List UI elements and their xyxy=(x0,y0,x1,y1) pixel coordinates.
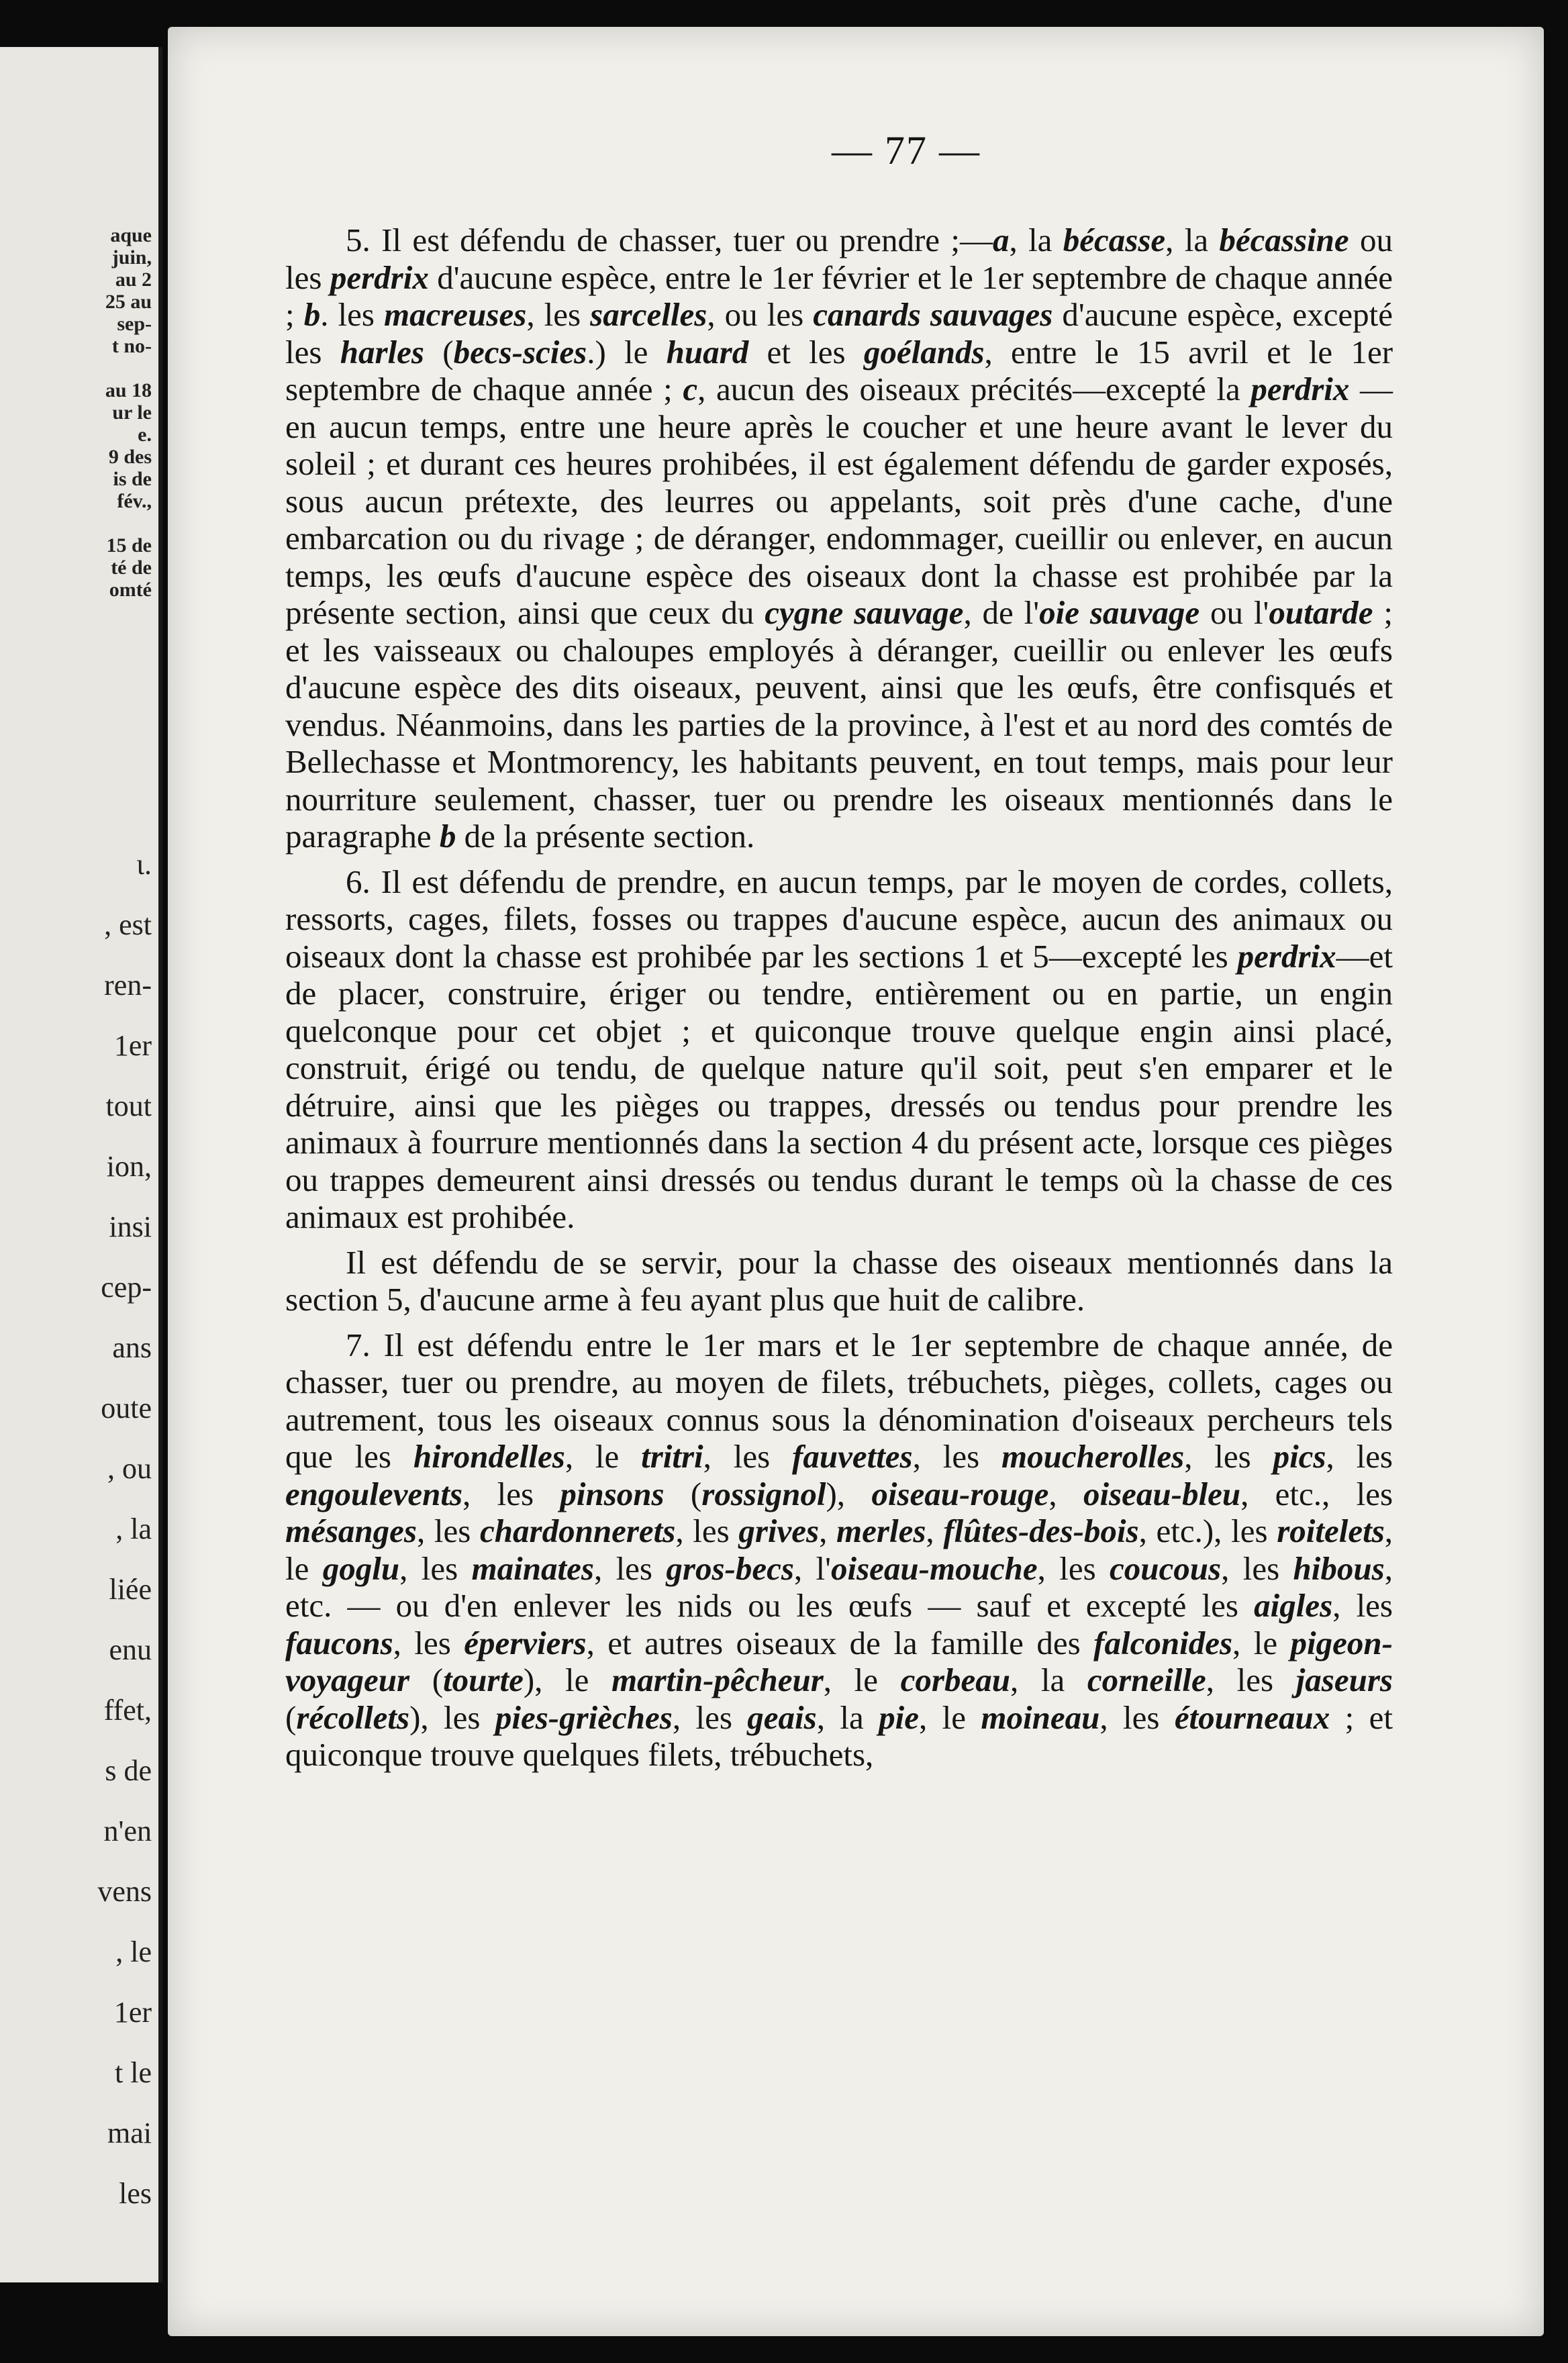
text-run: , etc.), les xyxy=(1138,1512,1277,1549)
left-fragment-line: té de xyxy=(111,557,152,579)
italic-term: pics xyxy=(1273,1438,1326,1475)
text-run: , les xyxy=(675,1512,739,1549)
italic-term: oiseau-mouche xyxy=(830,1549,1038,1587)
left-fragment-line: n'en xyxy=(103,1815,152,1847)
left-fragment-line: ren- xyxy=(104,969,152,1002)
left-fragment-line: tout xyxy=(105,1090,152,1122)
text-run: , le xyxy=(918,1698,981,1736)
italic-term: goglu xyxy=(322,1549,400,1587)
text-run: ou l' xyxy=(1199,594,1269,631)
text-run: , les xyxy=(1221,1549,1293,1587)
paragraph-s7 xyxy=(285,1327,1393,1774)
italic-term: fauvettes xyxy=(792,1438,913,1475)
text-run: 7. Il est défendu entre le 1er mars et le 1er septembre de chaque année, de chasser, tuer ou prendre, au moyen de filets, trébuchets, pièges, collets, cages ou autrement, tous les oiseaux connus sous la dénomination d'oiseaux percheurs tels que les xyxy=(285,1326,1393,1475)
italic-term: coucous xyxy=(1110,1549,1222,1587)
italic-term: pigeon-voyageur xyxy=(285,1624,1393,1698)
italic-term: flûtes-des-bois xyxy=(943,1512,1139,1549)
text-run: Il est défendu de se servir, pour la chasse des oiseaux mentionnés dans la section 5, d'aucune arme à feu ayant plus que huit de calibre. xyxy=(285,1243,1393,1318)
italic-term: oiseau-bleu xyxy=(1083,1475,1241,1512)
text-run: , et autres oiseaux de la famille des xyxy=(586,1624,1094,1661)
text-run: ; et quiconque trouve quelques filets, trébuchets, xyxy=(285,1698,1393,1773)
italic-term: jaseurs xyxy=(1295,1661,1393,1698)
text-run: , la xyxy=(1165,222,1220,258)
page-number: — 77 — xyxy=(832,128,981,173)
italic-term: b xyxy=(303,296,321,333)
italic-term: perdrix xyxy=(330,258,429,296)
italic-term: tritri xyxy=(641,1438,703,1475)
text-run: , les xyxy=(526,296,591,333)
left-fragment-line: mai xyxy=(107,2117,152,2150)
italic-term: pies-grièches xyxy=(495,1698,673,1736)
italic-term: mainates xyxy=(471,1549,594,1587)
text-run: , les xyxy=(1037,1549,1110,1587)
text-run: , le xyxy=(1232,1624,1291,1661)
text-run: , les xyxy=(1099,1698,1175,1736)
text-run: —et de placer, construire, ériger ou tendre, entièrement ou en partie, un engin quelconque pour cet objet ; et quiconque trouve quelque engin ainsi placé, construit, érigé ou tendu, de quelque nature qu'il soit, peut s'en emparer et le détruire, ainsi que les pièges ou trappes, dressés ou tendus pour prendre les animaux à fourrure mentionnés dans la section 4 du présent acte, lorsque ces pièges ou trappes demeurent ainsi dressés ou tendus durant le temps où la chasse de ces animaux est prohibée. xyxy=(285,937,1393,1235)
text-run: , les xyxy=(1326,1438,1393,1475)
left-fragment-line: ans xyxy=(112,1331,152,1364)
text-run: , etc., les xyxy=(1240,1475,1393,1512)
italic-term: b xyxy=(439,818,456,855)
text-run: , ou les xyxy=(707,296,814,333)
text-run: , les xyxy=(393,1624,464,1661)
italic-term: macreuses xyxy=(384,296,527,333)
italic-term: oie sauvage xyxy=(1039,594,1200,631)
text-run: 5. Il est défendu de chasser, tuer ou prendre ;— xyxy=(346,222,993,258)
italic-term: a xyxy=(993,222,1010,258)
text-run: , les xyxy=(703,1438,793,1475)
text-run: , l' xyxy=(793,1549,831,1587)
body-text xyxy=(285,222,1393,1774)
italic-term: oiseau-rouge xyxy=(871,1475,1049,1512)
italic-term: moucherolles xyxy=(1001,1438,1185,1475)
paragraph-s6b xyxy=(285,1244,1393,1318)
italic-term: bécassine xyxy=(1219,222,1349,258)
left-fragment-line: oute xyxy=(101,1392,152,1425)
italic-term: perdrix xyxy=(1251,371,1350,407)
left-fragment-line: ffet, xyxy=(103,1694,152,1727)
italic-term: éperviers xyxy=(464,1624,587,1661)
scan-border xyxy=(1544,0,1568,2363)
left-fragment-line: les xyxy=(119,2177,152,2210)
left-fragment-line: omté xyxy=(109,579,152,601)
italic-term: canards sauvages xyxy=(813,296,1053,333)
left-fragment-line: 1er xyxy=(113,1029,152,1062)
text-run: et les xyxy=(748,333,864,371)
text-run: , les xyxy=(593,1549,667,1587)
paragraph-s6 xyxy=(285,863,1393,1236)
left-fragment-line: s de xyxy=(105,1754,152,1787)
text-run: , la xyxy=(1010,1661,1087,1698)
left-fragment-line: au 2 xyxy=(115,269,152,291)
text-run: ou les xyxy=(285,222,1393,296)
text-run: d'aucune espèce, excepté les xyxy=(285,296,1393,371)
text-run: , xyxy=(926,1512,944,1549)
text-run: , les xyxy=(1184,1438,1273,1475)
left-fragment-line: 15 de xyxy=(106,534,152,557)
left-fragment-line: insi xyxy=(109,1210,152,1243)
italic-term: geais xyxy=(747,1698,817,1736)
italic-term: corbeau xyxy=(900,1661,1010,1698)
italic-term: engoulevents xyxy=(285,1475,463,1512)
text-run: d'aucune espèce, entre le 1er février et le 1er septembre de chaque année ; xyxy=(285,258,1393,333)
text-run: ( xyxy=(409,1661,444,1698)
left-fragment-line: aque xyxy=(110,224,152,246)
left-fragment-line: 25 au xyxy=(105,291,152,313)
text-run: ; et les vaisseaux ou chaloupes employés à déranger, cueillir ou enlever les œufs d'aucune espèce des dits oiseaux, peuvent, ainsi que les œufs, être confisqués et vendus. Néanmoins, dans les parties de la province, à l'est et au nord des comtés de Bellechasse et Montmorency, les habitants peuvent, en tout temps, mais pour leur nourriture seulement, chasser, tuer ou prendre les oiseaux mentionnés dans le paragraphe xyxy=(285,594,1393,855)
book-page xyxy=(168,27,1544,2336)
left-fragment-line: , le xyxy=(115,1935,152,1968)
left-fragment-line: , ou xyxy=(107,1452,152,1485)
left-fragment-line: e. xyxy=(138,424,152,446)
text-run: de la présente section. xyxy=(456,818,755,855)
italic-term: chardonnerets xyxy=(480,1512,676,1549)
italic-term: faucons xyxy=(285,1624,393,1661)
left-fragment-line: juin, xyxy=(111,246,152,269)
italic-term: pinsons xyxy=(560,1475,665,1512)
italic-term: goélands xyxy=(863,333,985,371)
text-run: , le xyxy=(285,1512,1393,1587)
italic-term: hirondelles xyxy=(413,1438,565,1475)
text-run: , les xyxy=(1332,1587,1393,1624)
left-fragment-line: t le xyxy=(115,2056,152,2089)
text-run: , aucun des oiseaux précités—excepté la xyxy=(697,371,1251,407)
italic-term: rossignol xyxy=(701,1475,826,1512)
italic-term: sarcelles xyxy=(590,296,707,333)
text-run: , etc. — ou d'en enlever les nids ou les œufs — sauf et excepté les xyxy=(285,1549,1393,1624)
text-run: .) le xyxy=(587,333,667,371)
text-run: ), les xyxy=(409,1698,495,1736)
left-fragment-line: , la xyxy=(115,1512,152,1545)
italic-term: gros-becs xyxy=(666,1549,794,1587)
left-fragment-line: , est xyxy=(104,908,152,941)
italic-term: grives xyxy=(738,1512,820,1549)
left-fragment-line: 9 des xyxy=(108,446,152,468)
text-run: ), xyxy=(826,1475,872,1512)
text-run: , les xyxy=(912,1438,1001,1475)
left-fragment-line: is de xyxy=(113,468,152,490)
italic-term: étourneaux xyxy=(1174,1698,1330,1736)
text-run: ( xyxy=(424,333,454,371)
left-fragment-line: ion, xyxy=(106,1150,152,1183)
left-fragment-line: ur le xyxy=(112,401,152,424)
left-fragment-line: liée xyxy=(109,1573,152,1606)
italic-term: cygne sauvage xyxy=(765,594,964,631)
left-fragment-line: 1er xyxy=(113,1996,152,2029)
italic-term: tourte xyxy=(443,1661,524,1698)
text-run: ), le xyxy=(523,1661,611,1698)
left-fragment-line: sep- xyxy=(117,313,152,335)
italic-term: martin-pêcheur xyxy=(611,1661,824,1698)
italic-term: outarde xyxy=(1269,594,1373,631)
text-run: — en aucun temps, entre une heure après le coucher et une heure avant le lever du soleil ; et durant ces heures prohibées, il est également défendu de garder exposés, sous aucun prétexte, des leurres ou appelants, soit près d'une cache, d'une embarcation ou du rivage ; de déranger, endommager, cueillir ou enlever, en aucun temps, les œufs d'aucune espèce des oiseaux dont la chasse est prohibée par la présente section, ainsi que ceux du xyxy=(285,371,1393,631)
left-fragment-line: fév., xyxy=(117,490,152,512)
text-run: , le xyxy=(823,1661,901,1698)
text-run: ( xyxy=(664,1475,702,1512)
italic-term: roitelets xyxy=(1277,1512,1385,1549)
italic-term: corneille xyxy=(1087,1661,1206,1698)
italic-term: harles xyxy=(340,333,424,371)
adjacent-page-fragment xyxy=(0,47,162,2282)
left-fragment-line: enu xyxy=(109,1633,152,1666)
text-run: , les xyxy=(417,1512,481,1549)
left-fragment-line: vens xyxy=(97,1875,152,1908)
text-run: 6. Il est défendu de prendre, en aucun temps, par le moyen de cordes, collets, ressorts, cages, filets, fosses ou trappes d'aucune espèce, aucun des animaux ou oiseaux dont la chasse est prohibée par les sections 1 et 5—excepté les xyxy=(285,863,1393,975)
text-run: , xyxy=(819,1512,837,1549)
text-run: , les xyxy=(399,1549,472,1587)
left-fragment-line: cep- xyxy=(101,1271,152,1304)
left-fragment-line: t no- xyxy=(111,335,152,357)
text-run: , xyxy=(1048,1475,1083,1512)
text-run: . les xyxy=(320,296,384,333)
left-fragment-line: ι. xyxy=(136,848,152,881)
text-run: , les xyxy=(462,1475,560,1512)
text-run: , de l' xyxy=(963,594,1040,631)
italic-term: mésanges xyxy=(285,1512,417,1549)
italic-term: récollets xyxy=(296,1698,410,1736)
left-fragment-line: au 18 xyxy=(105,379,152,401)
text-run: , la xyxy=(1009,222,1063,258)
italic-term: becs-scies xyxy=(453,333,587,371)
italic-term: aigles xyxy=(1254,1587,1333,1624)
italic-term: merles xyxy=(836,1512,926,1549)
italic-term: falconides xyxy=(1093,1624,1233,1661)
italic-term: pie xyxy=(879,1698,919,1736)
text-run: , les xyxy=(672,1698,748,1736)
italic-term: moineau xyxy=(981,1698,1100,1736)
italic-term: c xyxy=(683,371,698,407)
italic-term: perdrix xyxy=(1237,937,1336,975)
text-run: , les xyxy=(1206,1661,1296,1698)
text-run: , entre le 15 avril et le 1er septembre de chaque année ; xyxy=(285,333,1393,407)
text-run: , la xyxy=(816,1698,879,1736)
italic-term: bécasse xyxy=(1063,222,1166,258)
paragraph-s5 xyxy=(285,222,1393,855)
text-run: ( xyxy=(285,1698,297,1736)
italic-term: hibous xyxy=(1293,1549,1385,1587)
text-run: , le xyxy=(565,1438,642,1475)
italic-term: huard xyxy=(666,333,749,371)
